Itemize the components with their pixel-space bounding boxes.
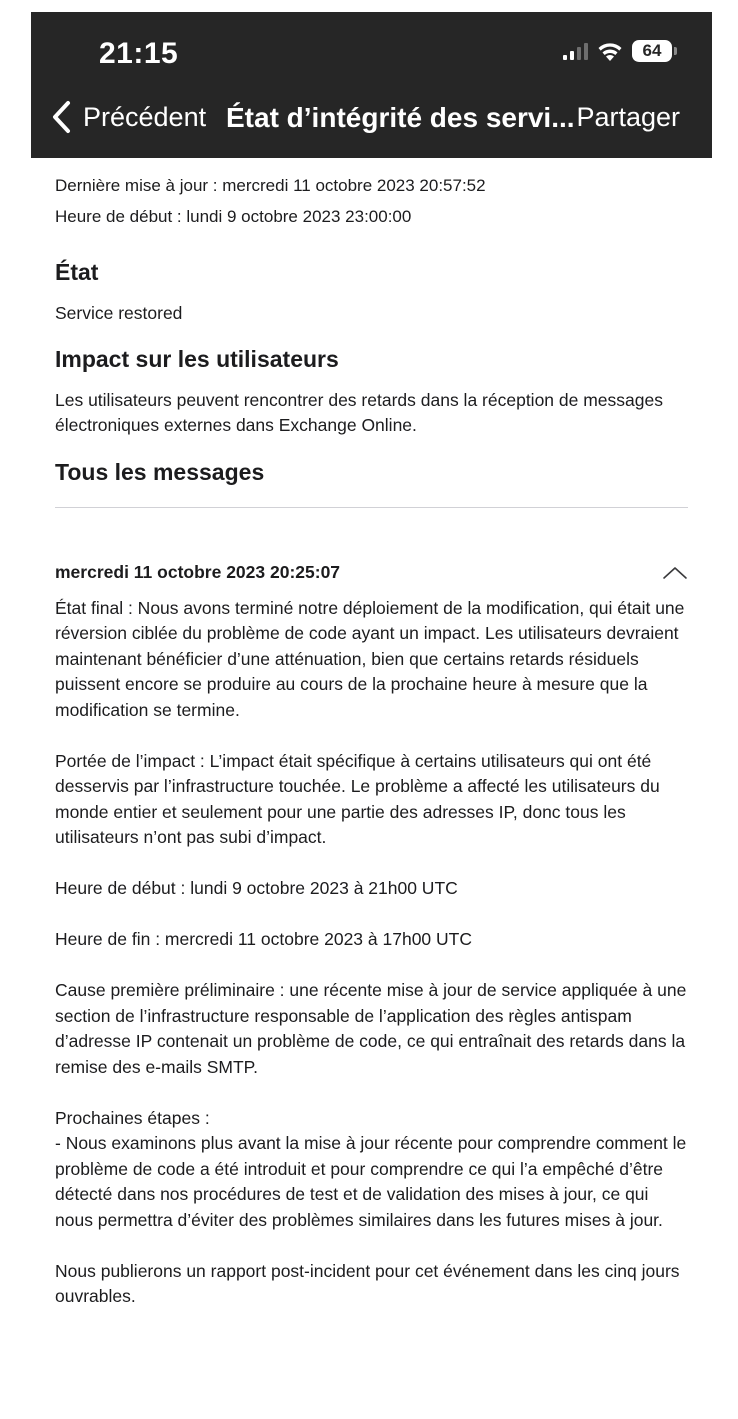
cellular-signal-icon xyxy=(563,42,588,60)
status-time: 21:15 xyxy=(99,37,179,70)
message-header[interactable] xyxy=(55,560,688,586)
scroll-content[interactable] xyxy=(31,158,712,1310)
start-time: Heure de début : lundi 9 octobre 2023 23:00:00 xyxy=(55,207,412,226)
status-bar xyxy=(31,12,712,88)
left-margin xyxy=(0,0,31,1419)
message-paragraph: Heure de début : lundi 9 octobre 2023 à 21h00 UTC xyxy=(55,878,458,898)
status-icons xyxy=(563,40,672,62)
message-paragraph: Heure de fin : mercredi 11 octobre 2023 à 17h00 UTC xyxy=(55,929,472,949)
chevron-up-icon[interactable] xyxy=(662,566,688,580)
message-paragraph: État final : Nous avons terminé notre déploiement de la modification, qui était une réversion ciblée du problème de code ayant un impact. Les utilisateurs devraient maintenant bénéficier d’une atténuation, bien que certains retards résiduels puissent encore se produire au cours de la prochaine heure à mesure que la modification se termine. xyxy=(55,597,685,720)
battery-icon xyxy=(632,40,672,62)
share-button[interactable]: Partager xyxy=(576,102,680,132)
message-paragraph: Nous publierons un rapport post-incident pour cet événement dans les cinq jours ouvrables. xyxy=(55,1260,680,1306)
clipped-line xyxy=(55,158,688,170)
navigation-bar xyxy=(31,88,712,158)
back-button[interactable] xyxy=(51,100,206,134)
last-update: Dernière mise à jour : mercredi 11 octobre 2023 20:57:52 xyxy=(55,176,486,195)
phone-screen xyxy=(31,12,712,1419)
message-paragraph: Prochaines étapes : - Nous examinons plus avant la mise à jour récente pour comprendre comment le problème de code a été introduit et pour comprendre ce qui l’a empêché d’être détecté dans nos procédures de test et de validation des mises à jour, ce qui nous permettra d’éviter des problèmes similaires dans les futures mises à jour. xyxy=(55,1107,687,1230)
state-value: Service restored xyxy=(55,303,183,323)
message-date: mercredi 11 octobre 2023 20:25:07 xyxy=(55,562,341,582)
message-body xyxy=(55,596,688,1310)
chevron-left-icon xyxy=(51,100,73,134)
impact-heading: Impact sur les utilisateurs xyxy=(55,345,339,372)
all-messages-heading: Tous les messages xyxy=(55,458,265,485)
divider xyxy=(55,507,688,508)
page-title: État d’intégrité des servi... xyxy=(226,102,575,133)
back-label: Précédent xyxy=(83,101,207,132)
battery-level: 64 xyxy=(642,41,662,60)
wifi-icon xyxy=(596,40,624,62)
impact-text: Les utilisateurs peuvent rencontrer des retards dans la réception de messages électroniques externes dans Exchange Online. xyxy=(55,389,663,435)
message-paragraph: Cause première préliminaire : une récente mise à jour de service appliquée à une section de l’infrastructure responsable de l’application des règles antispam d’adresse IP contenait un problème de code, ce qui entraînait des retards dans la remise des e-mails SMTP. xyxy=(55,980,687,1077)
state-heading: État xyxy=(55,259,99,285)
top-bar xyxy=(31,12,712,158)
message-paragraph: Portée de l’impact : L’impact était spécifique à certains utilisateurs qui ont été desservis par l’infrastructure touchée. Le problème a affecté les utilisateurs du monde entier et seulement pour une partie des adresses IP, donc tous les utilisateurs n’ont pas subi d’impact. xyxy=(55,750,660,847)
